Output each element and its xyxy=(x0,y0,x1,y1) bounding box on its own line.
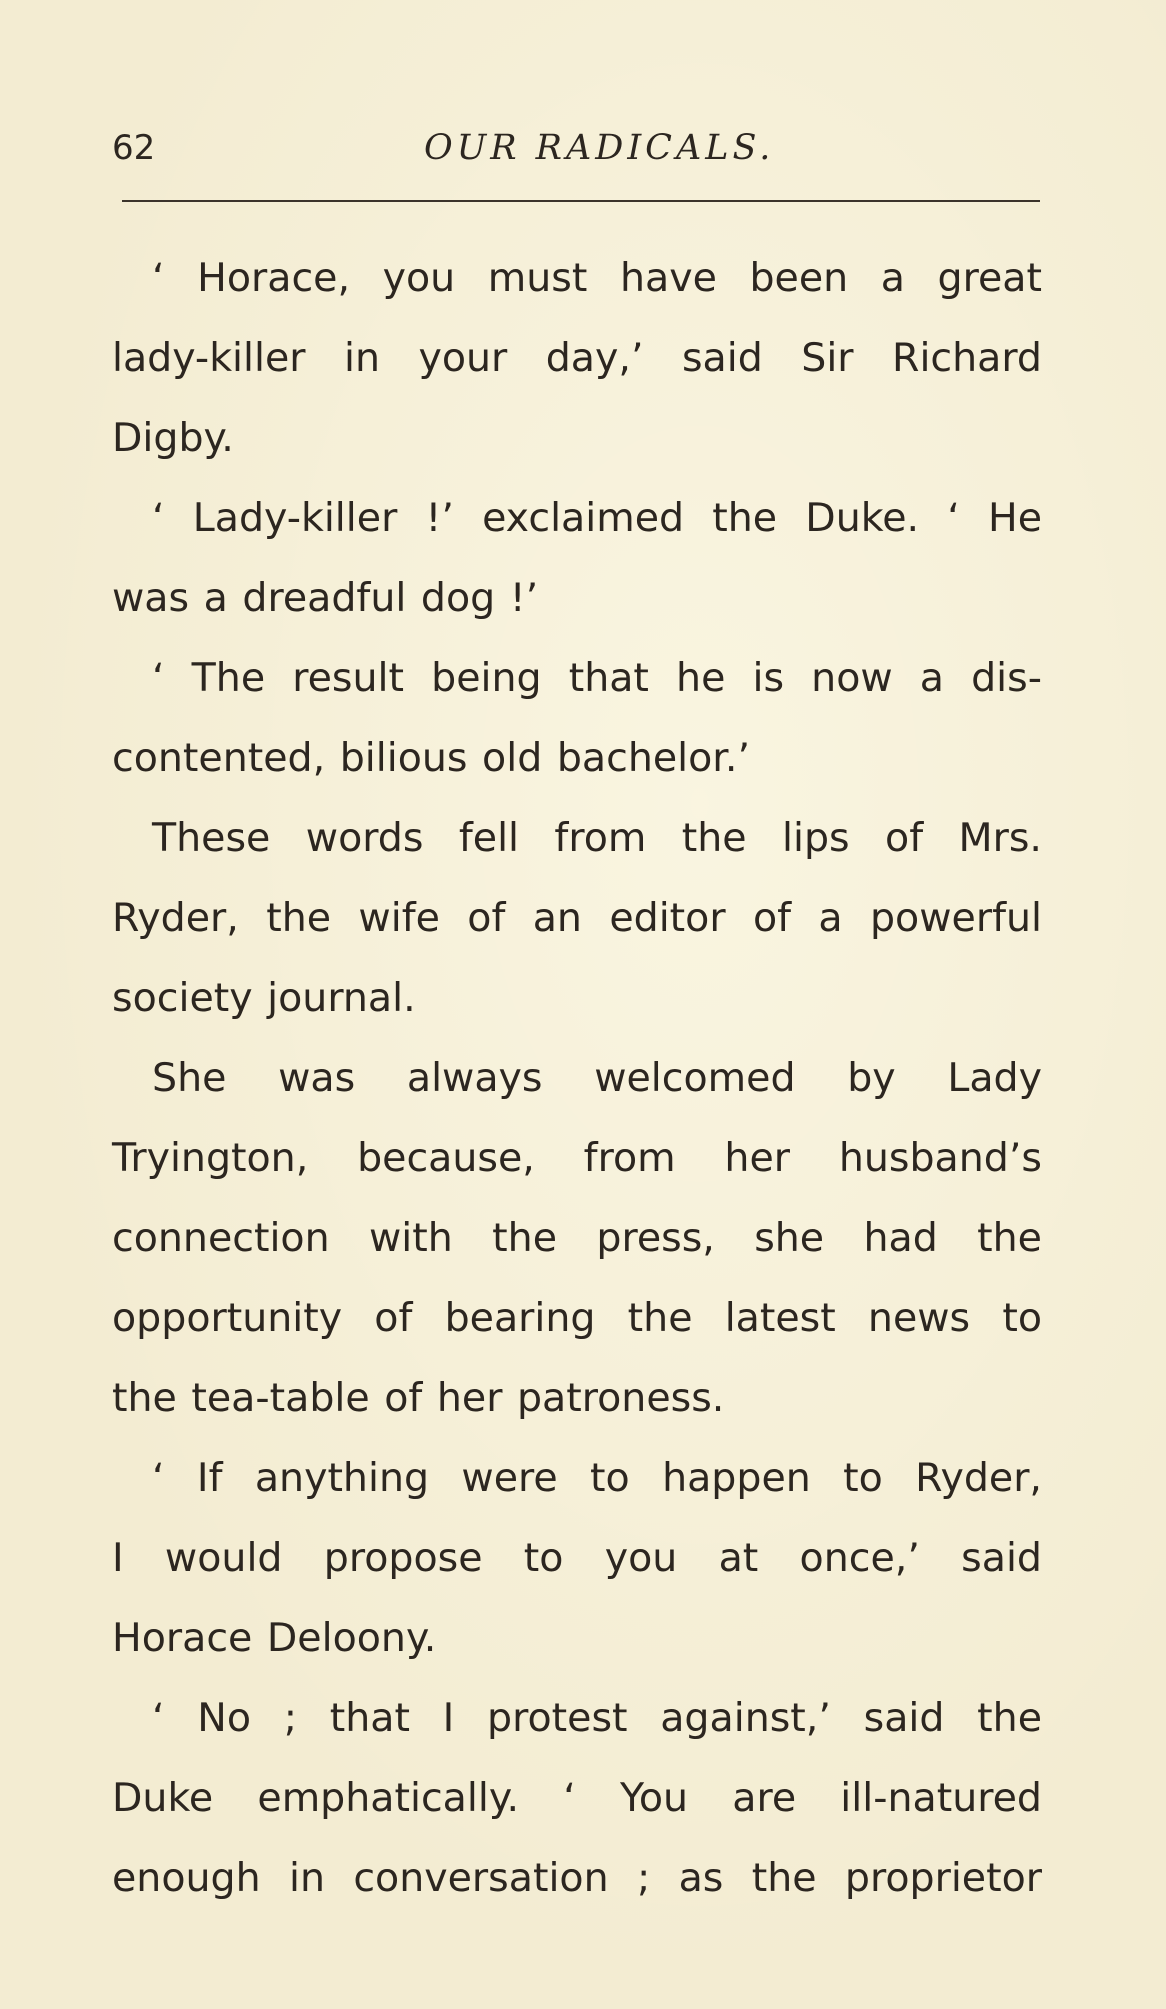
text-line: I would propose to you at once,’ said xyxy=(112,1535,1042,1581)
text-line: ‘ Lady-killer !’ exclaimed the Duke. ‘ He xyxy=(152,495,1042,541)
text-line: She was always welcomed by Lady xyxy=(152,1055,1042,1101)
text-line: These words fell from the lips of Mrs. xyxy=(152,815,1042,861)
page-number: 62 xyxy=(112,128,156,168)
text-line: connection with the press, she had the xyxy=(112,1215,1042,1261)
text-line: society journal. xyxy=(112,975,416,1021)
text-line: ‘ No ; that I protest against,’ said the xyxy=(152,1695,1042,1741)
text-line: the tea-table of her patroness. xyxy=(112,1375,725,1421)
text-line: Tryington, because, from her husband’s xyxy=(112,1135,1042,1181)
text-line: was a dreadful dog !’ xyxy=(112,575,539,621)
text-line: ‘ Horace, you must have been a great xyxy=(152,255,1042,301)
text-line: Horace Deloony. xyxy=(112,1615,437,1661)
text-line: ‘ The result being that he is now a dis- xyxy=(152,655,1042,701)
text-line: contented, bilious old bachelor.’ xyxy=(112,735,751,781)
text-line: enough in conversation ; as the proprietor xyxy=(112,1855,1042,1901)
text-line: Duke emphatically. ‘ You are ill-natured xyxy=(112,1775,1042,1821)
text-line: opportunity of bearing the latest news to xyxy=(112,1295,1042,1341)
text-line: Digby. xyxy=(112,415,234,461)
header-rule xyxy=(122,200,1040,202)
text-line: Ryder, the wife of an editor of a powerful xyxy=(112,895,1042,941)
text-line: lady-killer in your day,’ said Sir Richard xyxy=(112,335,1042,381)
running-head: OUR RADICALS. xyxy=(424,128,775,168)
text-line: ‘ If anything were to happen to Ryder, xyxy=(152,1455,1042,1501)
page-header xyxy=(112,128,1052,180)
body-text xyxy=(112,238,1042,1918)
